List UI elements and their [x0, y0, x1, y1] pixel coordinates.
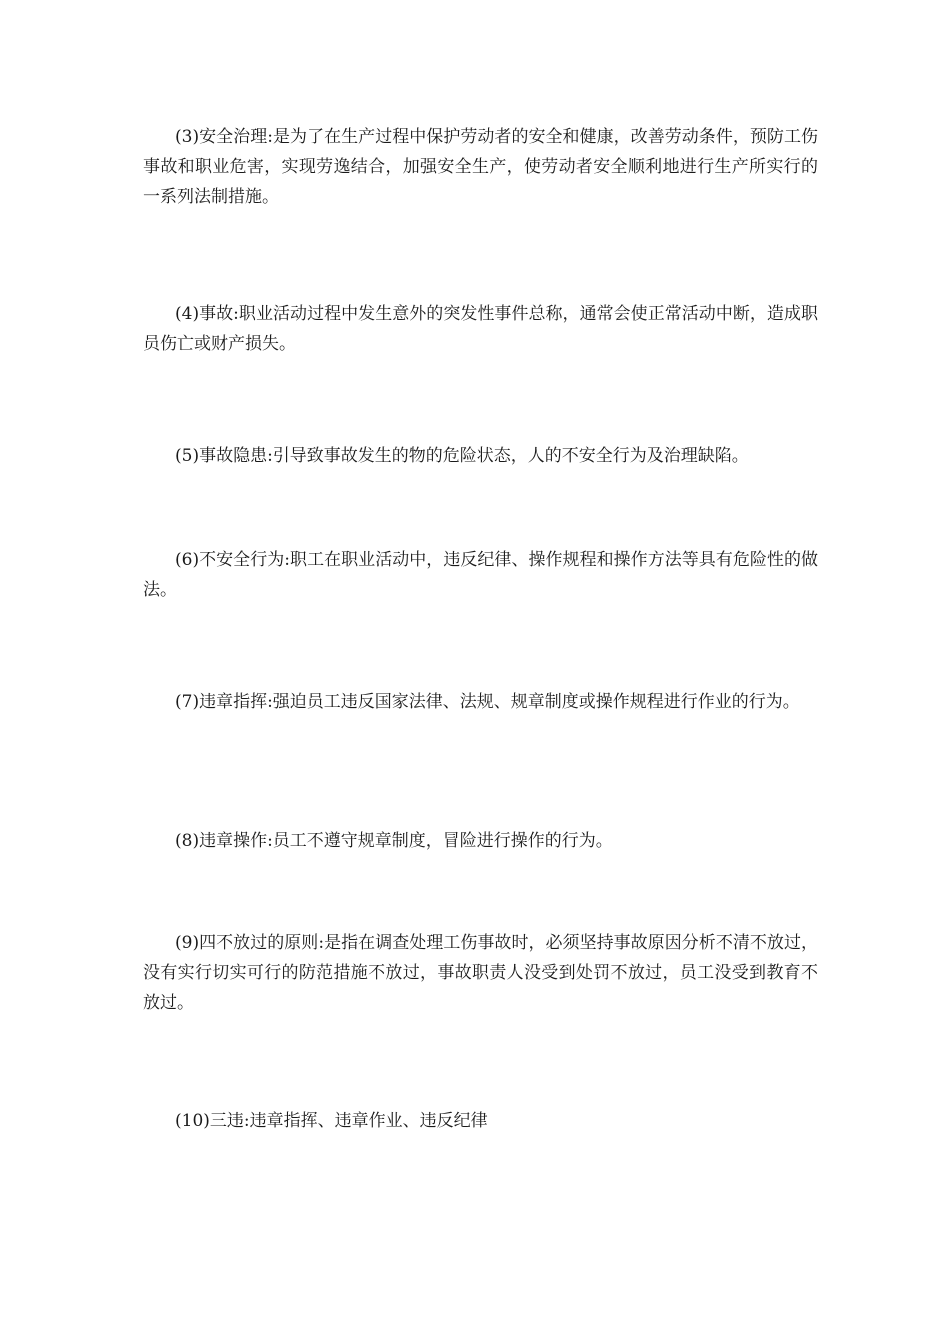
paragraph-unsafe-behavior: (6)不安全行为:职工在职业活动中，违反纪律、操作规程和操作方法等具有危险性的做法。 — [143, 550, 818, 600]
paragraph-illegal-operation: (8)违章操作:员工不遵守规章制度，冒险进行操作的行为。 — [175, 831, 613, 851]
paragraph-illegal-command: (7)违章指挥:强迫员工违反国家法律、法规、规章制度或操作规程进行作业的行为。 — [175, 692, 800, 712]
paragraph-accident: (4)事故:职业活动过程中发生意外的突发性事件总称，通常会使正常活动中断，造成职员伤亡或财产损失。 — [143, 304, 818, 354]
paragraph-four-no-pass-rule: (9)四不放过的原则:是指在调查处理工伤事故时，必须坚持事故原因分析不清不放过，没有实行切实可行的防范措施不放过，事故职责人没受到处罚不放过，员工没受到教育不放过。 — [143, 933, 818, 1013]
paragraph-accident-hazard: (5)事故隐患:引导致事故发生的物的危险状态，人的不安全行为及治理缺陷。 — [175, 446, 749, 466]
paragraph-three-violations: (10)三违:违章指挥、违章作业、违反纪律 — [175, 1111, 488, 1131]
paragraph-safety-management: (3)安全治理:是为了在生产过程中保护劳动者的安全和健康，改善劳动条件，预防工伤事故和职业危害，实现劳逸结合，加强安全生产，使劳动者安全顺利地进行生产所实行的一系列法制措施。 — [143, 127, 818, 207]
